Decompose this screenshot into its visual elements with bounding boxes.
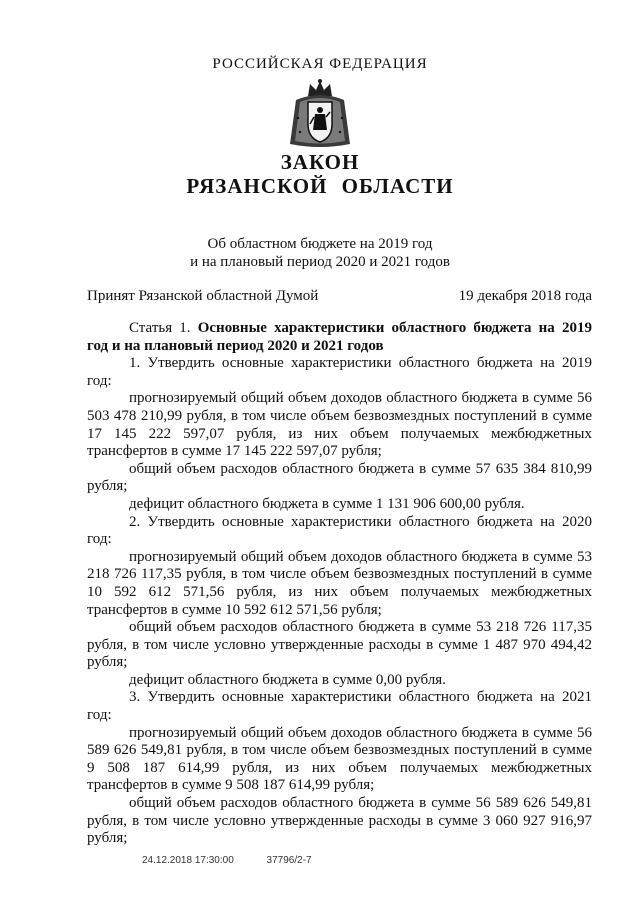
paragraph: общий объем расходов областного бюджета в сумме 57 635 384 810,99 рубля; [87, 460, 592, 495]
ryazan-coat-of-arms-icon [286, 78, 354, 150]
article-heading [87, 320, 592, 355]
article-label: Статья 1. [129, 320, 191, 336]
adoption-date: 19 декабря 2018 года [458, 288, 592, 304]
country-heading: РОССИЙСКАЯ ФЕДЕРАЦИЯ [212, 56, 428, 72]
subject-line-1: Об областном бюджете на 2019 год [207, 236, 433, 252]
paragraph: общий объем расходов областного бюджета в сумме 56 589 626 549,81 рубля, в том числе условно утвержденные расходы в сумме 3 060 927 916,97 рубля; [87, 795, 592, 847]
law-subject [0, 235, 640, 271]
paragraph: 1. Утвердить основные характеристики областного бюджета на 2019 год: [87, 355, 592, 389]
paragraph: дефицит областного бюджета в сумме 0,00 рубля. [129, 671, 446, 688]
footer-doc-number: 37796/2-7 [266, 855, 312, 866]
paragraph: прогнозируемый общий объем доходов областного бюджета в сумме 56 503 478 210,99 рубля, в том числе объем безвозмездных поступлений в сумме 17 145 222 597,07 рубля, из них объем получаемых межбюджетных трансфертов в сумме 17 145 222 597,07 рубля; [87, 390, 592, 460]
adopted-by: Принят Рязанской областной Думой [87, 288, 319, 304]
paragraph: 2. Утвердить основные характеристики областного бюджета на 2020 год: [87, 513, 592, 548]
law-title: ЗАКОН [280, 150, 360, 174]
paragraph: дефицит областного бюджета в сумме 1 131 906 600,00 рубля. [129, 495, 525, 512]
subject-line-2: и на плановый период 2020 и 2021 годов [190, 254, 450, 270]
document-footer [142, 855, 312, 866]
paragraph: 3. Утвердить основные характеристики областного бюджета на 2021 год: [87, 689, 592, 724]
paragraph: прогнозируемый общий объем доходов областного бюджета в сумме 53 218 726 117,35 рубля, в том числе объем безвозмездных поступлений в сумме 10 592 612 571,56 рубля, из них объем получаемых межбюджетных трансфертов в сумме 10 592 612 571,56 рубля; [87, 548, 592, 618]
paragraph: прогнозируемый общий объем доходов областного бюджета в сумме 56 589 626 549,81 рубля, в том числе объем безвозмездных поступлений в сумме 9 508 187 614,99 рубля, из них объем получаемых межбюджетных трансфертов в сумме 9 508 187 614,99 рубля; [87, 724, 592, 794]
article-body [87, 320, 592, 848]
footer-timestamp: 24.12.2018 17:30:00 [142, 855, 234, 866]
article-title: Основные характеристики областного бюджета на 2019 год и на плановый период 2020 и 2021 годов [87, 320, 592, 354]
region-title: РЯЗАНСКОЙ ОБЛАСТИ [186, 174, 454, 198]
paragraph: общий объем расходов областного бюджета в сумме 53 218 726 117,35 рубля, в том числе условно утвержденные расходы в сумме 1 487 970 494,42 рубля; [87, 619, 592, 671]
